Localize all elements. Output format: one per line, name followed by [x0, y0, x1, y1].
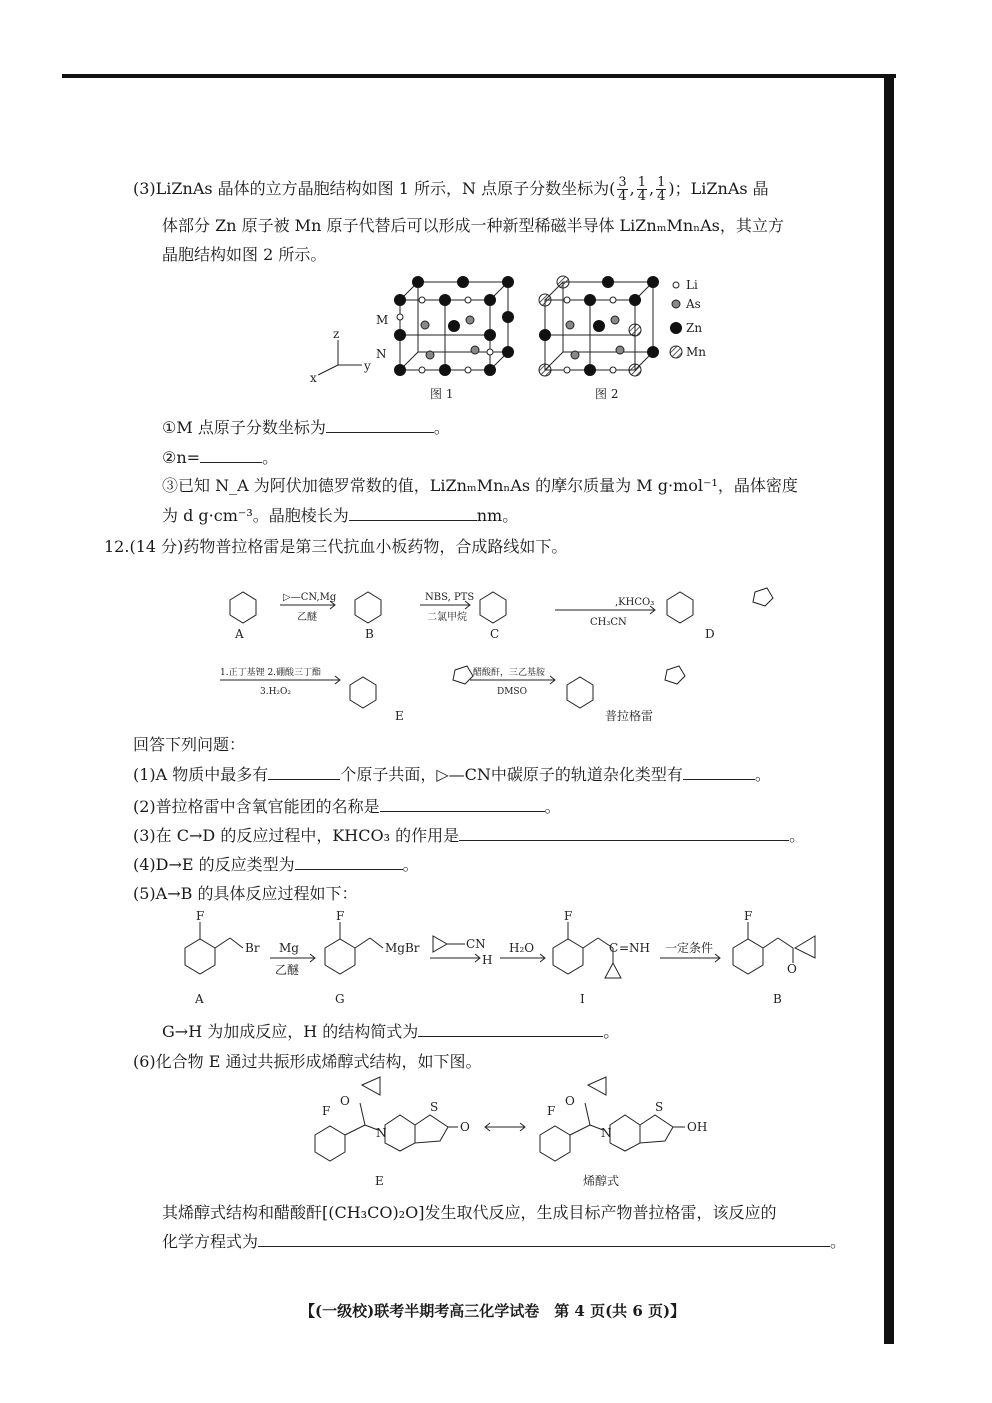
benzene-icon: [185, 939, 215, 974]
svg-text:Mg: Mg: [279, 941, 299, 955]
benzene-icon: [553, 939, 583, 974]
q12-p6c: 化学方程式为 。: [162, 1232, 847, 1251]
bicycle-ring-icon: [385, 1115, 415, 1151]
fraction: $\frac{3}{4}$: [618, 175, 627, 204]
svg-text:烯醇式: 烯醇式: [583, 1174, 620, 1188]
svg-text:CN: CN: [466, 937, 486, 951]
answer-blank[interactable]: [418, 1022, 603, 1037]
svg-text:NBS, PTS: NBS, PTS: [425, 592, 475, 603]
axis-z: z: [333, 327, 340, 341]
q12-answer-intro: 回答下列问题：: [133, 735, 246, 754]
q3-line3: 晶胞结构如图 2 所示。: [162, 245, 327, 264]
q12-p6: (6)化合物 E 通过共振形成烯醇式结构，如下图。: [133, 1052, 482, 1071]
svg-text:Li: Li: [686, 278, 698, 292]
svg-text:H: H: [482, 953, 493, 967]
svg-text:B: B: [365, 627, 374, 641]
svg-text:E: E: [375, 1174, 384, 1188]
bicycle-ring-icon: [610, 1115, 640, 1151]
svg-text:A: A: [195, 992, 204, 1006]
svg-text:一定条件: 一定条件: [665, 941, 714, 955]
svg-text:S: S: [430, 1100, 439, 1114]
cyclopropyl-icon: [362, 1077, 380, 1095]
benzene-icon: [350, 677, 376, 708]
svg-text:二氯甲烷: 二氯甲烷: [427, 612, 467, 623]
answer-blank[interactable]: [459, 826, 789, 841]
svg-text:H₂O: H₂O: [509, 941, 535, 955]
svg-text:O: O: [460, 1120, 470, 1134]
svg-text:DMSO: DMSO: [497, 687, 527, 697]
benzene-icon: [325, 939, 355, 974]
benzene-icon: [733, 939, 763, 974]
label-N: N: [376, 347, 387, 361]
thiophene-icon: [753, 588, 773, 606]
fraction: $\frac{1}{4}$: [657, 175, 666, 204]
q3-sub1: ①M 点原子分数坐标为 。: [162, 418, 450, 437]
svg-text:F: F: [322, 1104, 331, 1118]
svg-text:3.H₂O₂: 3.H₂O₂: [260, 687, 292, 697]
svg-text:G: G: [335, 992, 345, 1006]
cyclopropyl-icon: [588, 1077, 606, 1095]
q12-title: 12.(14 分)药物普拉格雷是第三代抗血小板药物，合成路线如下。: [104, 537, 568, 556]
fraction: $\frac{1}{4}$: [637, 175, 647, 204]
benzene-icon: [230, 592, 256, 623]
svg-text:1.正丁基锂 2.硼酸三丁酯: 1.正丁基锂 2.硼酸三丁酯: [220, 668, 322, 678]
svg-text:O: O: [787, 962, 797, 976]
svg-text:N: N: [601, 1126, 612, 1140]
svg-text:乙醚: 乙醚: [297, 612, 317, 623]
q3-sub2: ②n= 。: [162, 448, 279, 467]
svg-text:O: O: [340, 1094, 350, 1108]
q12-p6b: 其烯醇式结构和醋酸酐[(CH₃CO)₂O]发生取代反应，生成目标产物普拉格雷，该反应的: [162, 1203, 777, 1222]
answer-blank[interactable]: [349, 506, 477, 521]
q12-p1: (1)A 物质中最多有 个原子共面，▷—CN中碳原子的轨道杂化类型有 。: [133, 765, 771, 784]
synthesis-scheme: [215, 570, 795, 725]
cyclopropyl-icon: [795, 936, 815, 958]
svg-text:乙醚: 乙醚: [275, 963, 300, 977]
svg-text:F: F: [196, 909, 205, 923]
top-rule: [62, 74, 896, 78]
grignard-scheme: [175, 908, 845, 1018]
svg-text:I: I: [580, 992, 585, 1006]
svg-text:OH: OH: [687, 1120, 708, 1134]
svg-text:F: F: [547, 1104, 556, 1118]
fig1-caption: 图 1: [430, 387, 454, 401]
answer-blank[interactable]: [326, 418, 434, 433]
q3-sub3b: 为 d g·cm⁻³。晶胞棱长为 nm。: [162, 506, 519, 525]
thiophene-icon: [415, 1115, 448, 1143]
answer-blank[interactable]: [258, 1232, 830, 1247]
cyclopropyl-icon: [433, 936, 447, 952]
benzene-icon: [480, 592, 506, 623]
svg-text:B: B: [773, 992, 782, 1006]
svg-text:C: C: [609, 941, 619, 955]
svg-text:F: F: [336, 909, 345, 923]
legend: [670, 278, 706, 359]
q3-line1: (3)LiZnAs 晶体的立方晶胞结构如图 1 所示，N 点原子分数坐标为( $\frac{3}{4}$ , $\frac{1}{4}$ , $\frac{1}{4}$ )；LiZnAs 晶: [133, 175, 769, 204]
thiophene-icon: [453, 666, 473, 684]
answer-blank[interactable]: [295, 855, 403, 870]
cyclopropyl-icon: ▷: [436, 765, 449, 784]
q3-sub3: ③已知 N_A 为阿伏加德罗常数的值，LiZnₘMnₙAs 的摩尔质量为 M g·mol⁻¹，晶体密度: [162, 476, 798, 495]
benzene-icon: [667, 592, 693, 623]
svg-text:E: E: [395, 709, 404, 723]
svg-text:F: F: [564, 909, 573, 923]
answer-blank[interactable]: [268, 765, 340, 780]
svg-text:F: F: [744, 909, 753, 923]
answer-blank[interactable]: [200, 448, 262, 463]
svg-text:N: N: [376, 1126, 387, 1140]
svg-text:As: As: [686, 297, 701, 311]
crystal-figures: [300, 270, 720, 410]
q3-line2: 体部分 Zn 原子被 Mn 原子代替后可以形成一种新型稀磁半导体 LiZnₘMnₙAs，其立方: [162, 216, 784, 235]
resonance-figure: [300, 1075, 730, 1190]
q12-p3: (3)在 C→D 的反应过程中，KHCO₃ 的作用是 。: [133, 826, 806, 845]
svg-text:CH₃CN: CH₃CN: [590, 617, 627, 628]
svg-text:=NH: =NH: [619, 941, 651, 955]
svg-text:▷—CN,Mg: ▷—CN,Mg: [283, 592, 337, 603]
label-M: M: [376, 313, 389, 327]
svg-text:Br: Br: [245, 941, 260, 955]
axes-icon: [318, 340, 362, 375]
answer-blank[interactable]: [683, 765, 755, 780]
q12-p4: (4)D→E 的反应类型为 。: [133, 855, 419, 874]
thiophene-icon: [640, 1115, 673, 1143]
right-edge-rule: [884, 74, 894, 1344]
svg-text:MgBr: MgBr: [385, 941, 420, 955]
svg-text:A: A: [235, 627, 244, 641]
thiophene-icon: [665, 666, 685, 684]
svg-text:醋酸酐，三乙基胺: 醋酸酐，三乙基胺: [473, 668, 546, 678]
svg-text:O: O: [565, 1094, 575, 1108]
q12-p2: (2)普拉格雷中含氧官能团的名称是 。: [133, 797, 561, 816]
q12-p5b: G→H 为加成反应，H 的结构简式为 。: [162, 1022, 620, 1041]
svg-text:D: D: [705, 627, 715, 641]
benzene-icon: [567, 677, 593, 708]
axis-x: x: [310, 371, 317, 385]
benzene-icon: [355, 592, 381, 623]
svg-text:普拉格雷: 普拉格雷: [605, 709, 654, 723]
svg-text:Mn: Mn: [686, 345, 707, 359]
answer-blank[interactable]: [380, 797, 545, 812]
benzene-icon: [315, 1126, 345, 1161]
axis-y: y: [364, 359, 371, 373]
benzene-icon: [540, 1126, 570, 1161]
fig2-caption: 图 2: [595, 387, 619, 401]
svg-text:S: S: [655, 1100, 664, 1114]
page-footer: 【(一级校)联考半期考高三化学试卷 第 4 页(共 6 页)】: [300, 1302, 686, 1320]
svg-text:Zn: Zn: [686, 321, 703, 335]
q12-p5: (5)A→B 的具体反应过程如下：: [133, 884, 358, 903]
svg-text:,KHCO₃: ,KHCO₃: [615, 597, 655, 608]
svg-text:C: C: [490, 627, 500, 641]
cyclopropyl-icon: [605, 963, 621, 978]
